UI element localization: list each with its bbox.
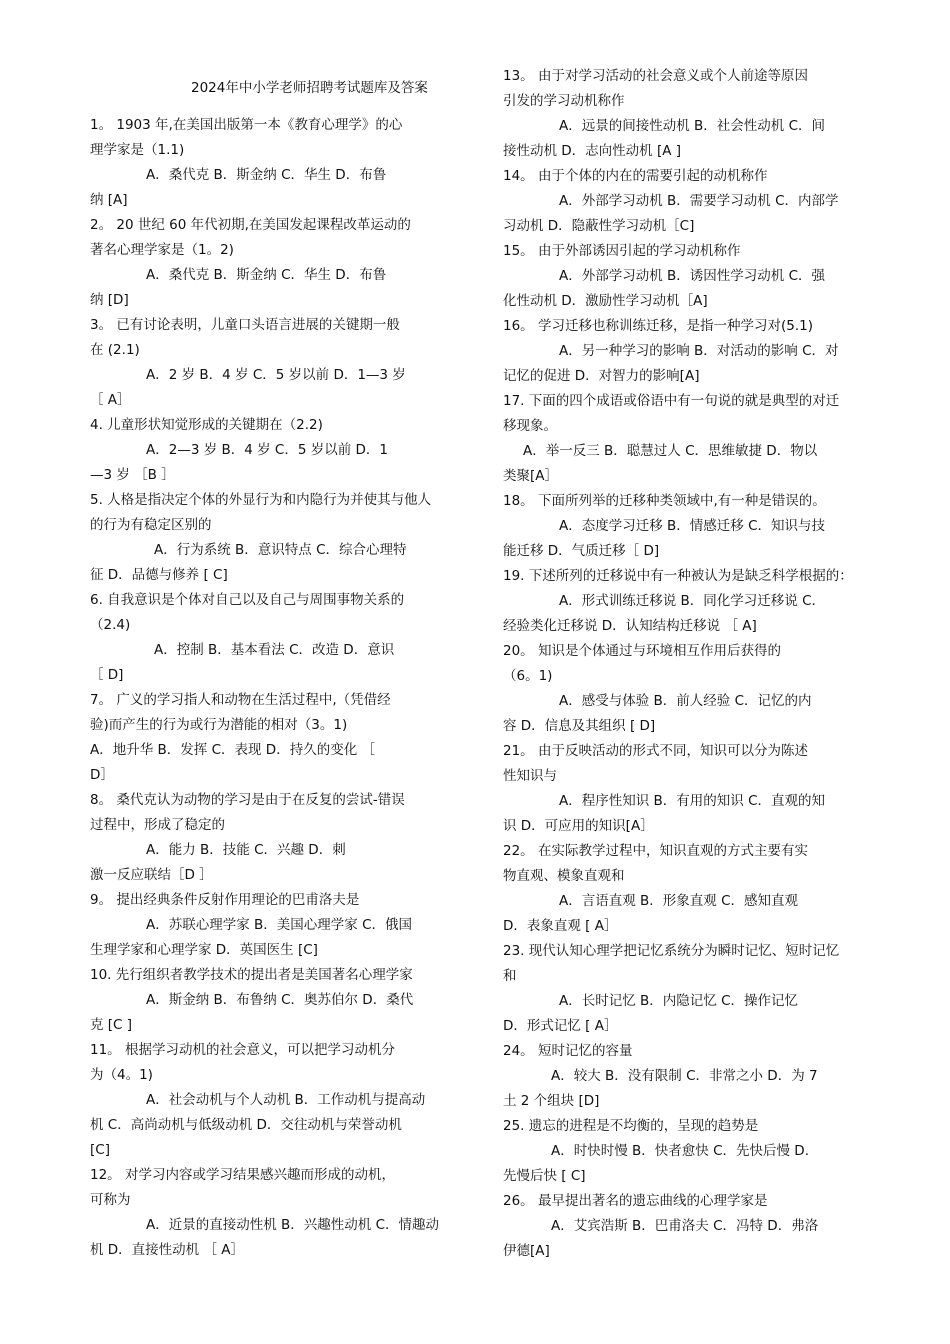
text-line: [C] [90,1142,110,1158]
text-line: 经验类化迁移说 D．认知结构迁移说 ［ A] [503,618,757,634]
text-line: （2.4) [90,617,131,633]
text-line: 征 D．品德与修养 [ C] [90,567,228,583]
text-line: 克 [C ] [90,1017,133,1033]
text-line: 伊德[A] [503,1243,550,1259]
text-line: 生理学家和心理学家 D．英国医生 [C] [90,942,318,958]
text-line: 17. 下面的四个成语或俗语中有一句说的就是典型的对迁 [503,393,840,409]
text-line: 先慢后快 [ C] [503,1168,586,1184]
text-line: 7。 广义的学习指人和动物在生活过程中,（凭借经 [90,692,391,708]
text-line: 机 C．高尚动机与低级动机 D．交往动机与荣誉动机 [90,1117,402,1133]
text-line: 20。 知识是个体通过与环境相互作用后获得的 [503,643,781,659]
text-line: A．外部学习动机 B．需要学习动机 C．内部学 [559,193,839,209]
text-line: A．控制 B．基本看法 C．改造 D．意识 [154,642,395,658]
text-line: D］ [90,767,114,783]
text-line: 过程中，形成了稳定的 [90,817,225,833]
text-line: A．能力 B．技能 C．兴趣 D．刺 [146,842,346,858]
text-line: 可称为 [90,1192,131,1208]
text-line: 和 [503,968,517,984]
text-line: 11。 根据学习动机的社会意义，可以把学习动机分 [90,1042,395,1058]
text-line: A．较大 B．没有限制 C．非常之小 D．为 7 [551,1068,818,1084]
text-line: 能迁移 D．气质迁移［ D] [503,543,660,559]
text-line: A．形式训练迁移说 B．同化学习迁移说 C． [559,593,826,609]
text-line: D．表象直观 [ A］ [503,918,618,934]
text-line: 22。 在实际教学过程中，知识直观的方式主要有实 [503,843,808,859]
text-line: 理学家是（1.1) [90,142,185,158]
text-line: 14。 由于个体的内在的需要引起的动机称作 [503,168,768,184]
text-line: A．斯金纳 B．布鲁纳 C．奥苏伯尔 D．桑代 [146,992,414,1008]
text-line: 15。 由于外部诱因引起的学习动机称作 [503,243,741,259]
text-line: A．苏联心理学家 B．美国心理学家 C．俄国 [146,917,413,933]
text-line: 2。 20 世纪 60 年代初期,在美国发起课程改革运动的 [90,217,411,233]
text-line: A．2—3 岁 B．4 岁 C．5 岁以前 D．1 [146,442,389,458]
text-line: A．时快时慢 B．快者愈快 C．先快后慢 D. [551,1143,809,1159]
text-line: 习动机 D．隐蔽性学习动机［C] [503,218,695,234]
text-line: 23. 现代认知心理学把记忆系统分为瞬时记忆、短时记忆 [503,943,840,959]
text-line: 10. 先行组织者教学技术的提出者是美国著名心理学家 [90,967,413,983]
text-line: A．桑代克 B．斯金纳 C．华生 D．布鲁 [146,267,387,283]
text-line: A．2 岁 B．4 岁 C．5 岁以前 D．1—3 岁 [146,367,406,383]
text-line: A．举一反三 B．聪慧过人 C．思维敏捷 D．物以 [523,443,818,459]
text-line: ［ D] [90,667,124,683]
text-line: 4. 儿童形状知觉形成的关键期在（2.2) [90,417,323,433]
text-line: A．言语直观 B．形象直观 C．感知直观 [559,893,799,909]
text-line: A．社会动机与个人动机 B．工作动机与提高动 [146,1092,426,1108]
text-line: A．另一种学习的影响 B．对活动的影响 C．对 [559,343,839,359]
text-line: ［ A］ [90,392,131,408]
text-line: A．近景的直接动性机 B．兴趣性动机 C．情趣动 [146,1217,440,1233]
text-line: A．长时记忆 B．内隐记忆 C．操作记忆 [559,993,799,1009]
text-line: A．外部学习动机 B．诱因性学习动机 C．强 [559,268,826,284]
text-line: D．形式记忆 [ A］ [503,1018,618,1034]
text-line: 土 2 个组块 [D] [503,1093,600,1109]
page-title: 2024年中小学老师招聘考试题库及答案 [191,80,428,96]
text-line: A．地升华 B．发挥 C．表现 D．持久的变化 ［ [90,742,375,758]
text-line: 21。 由于反映活动的形式不同，知识可以分为陈述 [503,743,808,759]
text-line: 著名心理学家是（1。2) [90,242,234,258]
text-line: 纳 [A] [90,192,128,208]
text-line: 机 D．直接性动机 ［ A］ [90,1242,245,1258]
text-line: 18。 下面所列举的迁移种类领域中,有一种是错误的。 [503,493,826,509]
text-line: A．远景的间接性动机 B．社会性动机 C．间 [559,118,826,134]
text-line: 容 D．信息及其组织 [ D] [503,718,656,734]
text-line: 引发的学习动机称作 [503,93,625,109]
text-line: 类聚[A］ [503,468,559,484]
text-line: A．行为系统 B．意识特点 C．综合心理特 [154,542,407,558]
text-line: 16。 学习迁移也称训练迁移，是指一种学习对(5.1) [503,318,813,334]
text-line: A．态度学习迁移 B．情感迁移 C．知识与技 [559,518,826,534]
text-line: A．感受与体验 B．前人经验 C．记忆的内 [559,693,812,709]
text-line: A．桑代克 B．斯金纳 C．华生 D．布鲁 [146,167,387,183]
text-line: 纳 [D] [90,292,129,308]
text-line: 化性动机 D．激励性学习动机［A] [503,293,708,309]
text-line: 1。 1903 年,在美国出版第一本《教育心理学》的心 [90,117,403,133]
text-line: 验)而产生的行为或行为潜能的相对（3。1) [90,717,348,733]
text-line: 25. 遗忘的进程是不均衡的，呈现的趋势是 [503,1118,759,1134]
text-line: 移现象。 [503,418,557,434]
text-line: 物直观、模象直观和 [503,868,625,884]
text-line: 9。 提出经典条件反射作用理论的巴甫洛夫是 [90,892,360,908]
text-line: 在 (2.1) [90,342,140,358]
text-line: 8。 桑代克认为动物的学习是由于在反复的尝试-错误 [90,792,405,808]
text-line: 性知识与 [503,768,557,784]
text-line: （6。1) [503,668,553,684]
text-line: 12。 对学习内容或学习结果感兴趣而形成的动机， [90,1167,395,1183]
text-line: 24。 短时记忆的容量 [503,1043,633,1059]
text-line: 13。 由于对学习活动的社会意义或个人前途等原因 [503,68,808,84]
text-line: 3。 已有讨论表明，儿童口头语言进展的关键期一般 [90,317,400,333]
text-line: 接性动机 D．志向性动机 [A ] [503,143,682,159]
text-line: 5. 人格是指决定个体的外显行为和内隐行为并使其与他人 [90,492,432,508]
text-line: A．艾宾浩斯 B．巴甫洛夫 C．冯特 D．弗洛 [551,1218,819,1234]
text-line: 19. 下述所列的迁移说中有一种被认为是缺乏科学根据的： [503,568,853,584]
text-line: 激一反应联结［D ］ [90,867,213,883]
text-line: 识 D．可应用的知识[A］ [503,818,654,834]
text-line: 为（4。1) [90,1067,153,1083]
text-line: 记忆的促进 D．对智力的影响[A] [503,368,700,384]
text-line: 6. 自我意识是个体对自己以及自己与周围事物关系的 [90,592,405,608]
text-line: 26。 最早提出著名的遗忘曲线的心理学家是 [503,1193,768,1209]
text-line: —3 岁 ［B ］ [90,467,175,483]
text-line: 的行为有稳定区别的 [90,517,212,533]
text-line: A．程序性知识 B．有用的知识 C．直观的知 [559,793,826,809]
